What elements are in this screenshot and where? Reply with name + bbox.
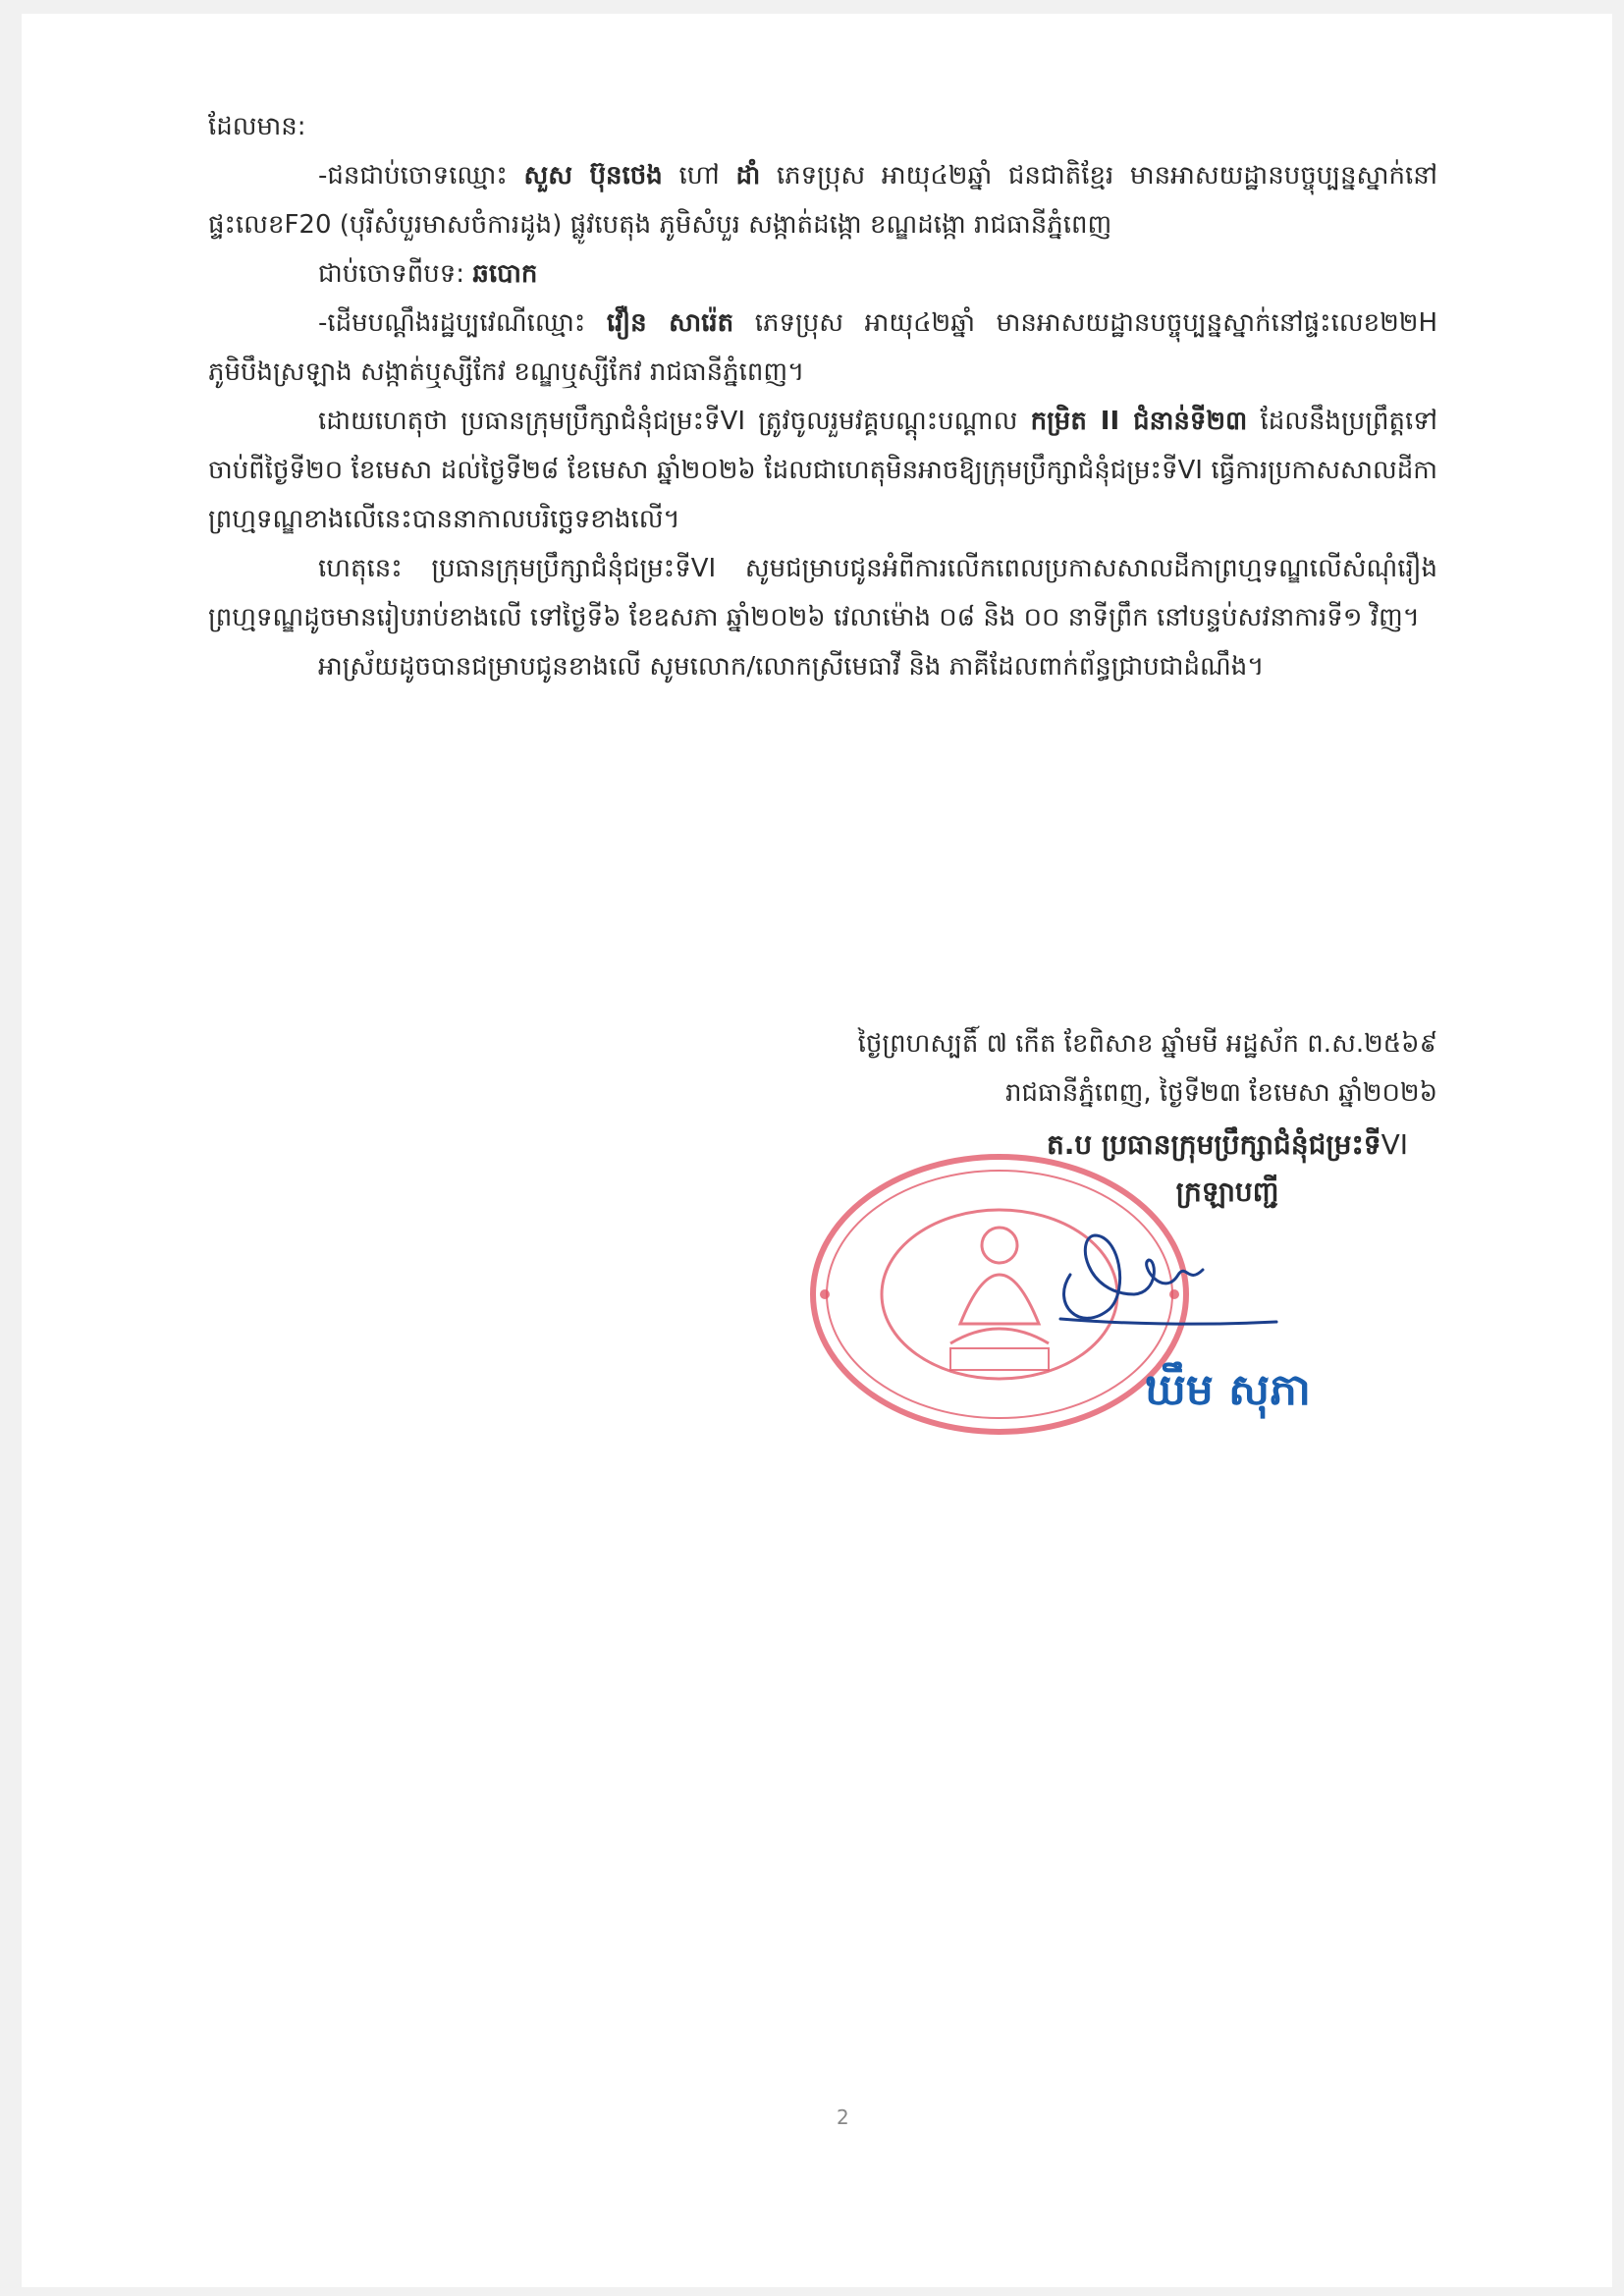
letter-body <box>208 102 1437 691</box>
lunar-date: ថ្ងៃព្រហស្បតិ៍ ៧ កើត ខែពិសាខ ឆ្នាំមមី អដ្ឋស័ក ព.ស.២៥៦៩ <box>857 1029 1437 1059</box>
paragraph-accused: -ជនជាប់ចោទឈ្មោះ សួស ប៊ុនថេង ហៅ ដាំ ភេទប្រុស អាយុ៤២ឆ្នាំ ជនជាតិខ្មែរ មានអាសយដ្ឋានបច្ចុប្បន្នស្នាក់នៅផ្ទះលេខF20 (បុរីសំបួរមាសចំការដូង) ផ្លូវបេតុង ភូមិសំបួរ សង្កាត់ដង្កោ ខណ្ឌដង្កោ រាជធានីភ្នំពេញ <box>208 161 1437 240</box>
solar-date: រាជធានីភ្នំពេញ, ថ្ងៃទី២៣ ខែមេសា ឆ្នាំ២០២៦ <box>1005 1078 1437 1108</box>
paragraph-reason: ដោយហេតុថា ប្រធានក្រុមប្រឹក្សាជំនុំជម្រះទីVI ត្រូវចូលរួមវគ្គបណ្តុះបណ្តាល កម្រិត II ជំនាន់ទី២៣ ដែលនឹងប្រព្រឹត្តទៅចាប់ពីថ្ងៃទី២០ ខែមេសា ដល់ថ្ងៃទី២៨ ខែមេសា ឆ្នាំ២០២៦ ដែលជាហេតុមិនអាចឱ្យក្រុមប្រឹក្សាជំនុំជម្រះទីVI ធ្វើការប្រកាសសាលដីកាព្រហ្មទណ្ឌខាងលើនេះបាននាកាលបរិច្ឆេទខាងលើ។ <box>208 407 1437 534</box>
signer-name: ឃឹម សុភា <box>1145 1365 1311 1415</box>
page-number: 2 <box>837 2105 849 2129</box>
paragraph-closing: អាស្រ័យដូចបានជម្រាបជូនខាងលើ សូមលោក/លោកស្រីមេធាវី និង ភាគីដែលពាក់ព័ន្ធជ្រាបជាដំណឹង។ <box>318 652 1265 682</box>
accused-alias: ដាំ <box>735 161 761 191</box>
paragraph-postponement: ហេតុនេះ ប្រធានក្រុមប្រឹក្សាជំនុំជម្រះទីVI សូមជម្រាបជូនអំពីការលើកពេលប្រកាសសាលដីកាព្រហ្មទណ្ឌលើសំណុំរឿងព្រហ្មទណ្ឌដូចមានរៀបរាប់ខាងលើ ទៅថ្ងៃទី៦ ខែឧសភា ឆ្នាំ២០២៦ វេលាម៉ោង ០៨ និង ០០ នាទីព្រឹក នៅបន្ទប់សវនាការទី១ វិញ។ <box>208 554 1437 632</box>
paragraph-charge: ជាប់ចោទពីបទ: ឆបោក <box>318 259 538 289</box>
paragraph-intro: ដែលមាន: <box>208 112 306 141</box>
date-block <box>652 1019 1437 1118</box>
signature-subtitle: ក្រឡាបញ្ជី <box>1175 1175 1279 1208</box>
accused-name: សួស ប៊ុនថេង <box>523 161 663 191</box>
signature-title: ត.ប ប្រធានក្រុមប្រឹក្សាជំនុំជម្រះទីVI ក្រឡាបញ្ជី <box>1001 1121 1453 1216</box>
paragraph-plaintiff: -ដើមបណ្តឹងរដ្ឋប្បវេណីឈ្មោះ វឿន សារ៉េត ភេទប្រុស អាយុ៤២ឆ្នាំ មានអាសយដ្ឋានបច្ចុប្បន្នស្នាក់នៅផ្ទះលេខ២២H ភូមិបឹងស្រឡាង សង្កាត់ឬស្សីកែវ ខណ្ឌឬស្សីកែវ រាជធានីភ្នំពេញ។ <box>208 308 1437 387</box>
charge-name: ឆបោក <box>472 259 538 289</box>
training-level: កម្រិត II ជំនាន់ទី២៣ <box>1030 407 1248 436</box>
plaintiff-name: វឿន សារ៉េត <box>606 308 734 338</box>
handwritten-signature <box>1041 1216 1286 1343</box>
